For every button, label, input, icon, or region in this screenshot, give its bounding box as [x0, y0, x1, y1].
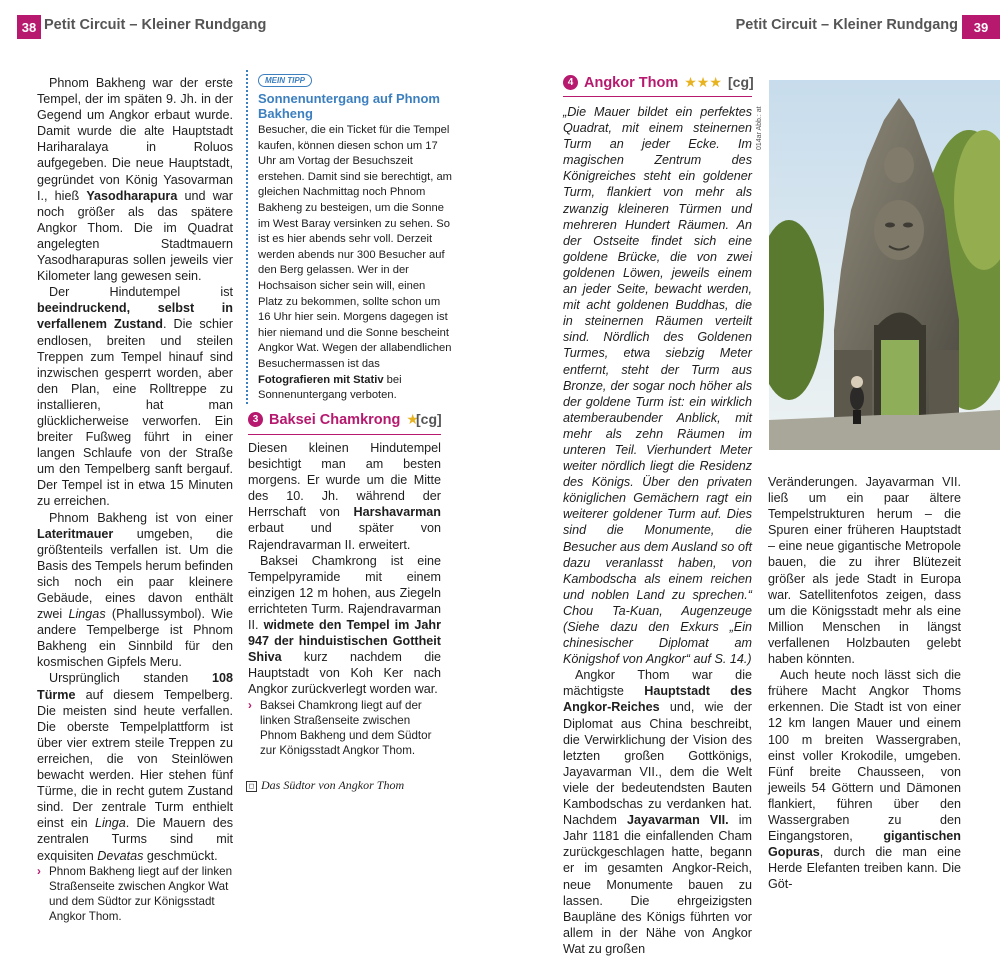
paragraph [37, 510, 233, 671]
paragraph [563, 667, 752, 957]
bold-text: Lateritmauer [37, 526, 114, 541]
text-run: geschmückt. [143, 848, 218, 863]
column-baksei-chamkrong [248, 440, 441, 758]
text-run: . Die Mauern des zentralen Turms sind mit exquisiten [37, 816, 233, 863]
section-rule [248, 434, 441, 435]
photo-caption [246, 778, 404, 793]
section-title: Angkor Thom [584, 74, 679, 91]
location-note [37, 864, 233, 924]
text-run: , durch die man eine Herde Elefanten treiben kann. Die Göt- [768, 845, 961, 892]
note-text: Baksei Chamkrong liegt auf der linken Straßenseite zwischen Phnom Bakheng und dem Südtor zur Königsstadt Angkor Thom. [260, 698, 432, 757]
text-run: und, wie der Diplomat aus China beschreibt, die Verwirklichung der Vision des letzten großen Gottkönigs, Jayavarman VII., dem die Welt viele der bedeutendsten Bauten Kambodschas zu verdanken hat. Nachdem [563, 700, 752, 828]
bold-text: Fotografieren mit Stativ [258, 373, 384, 386]
italic-text: Linga [94, 816, 126, 831]
bold-text: Yasodharapura [86, 188, 178, 203]
italic-text: Devatas [97, 848, 144, 863]
text-run: . Die schier endlosen, breiten und steilen Treppen zum Tempel hinauf sind inzwischen gesperrt worden, aber den Plan, eine Rolltreppe zu installieren, hat man glücklicherweise verworfen. Ein breiter Fußweg führt in einer langen Schlaufe von der Straße um den Tempelberg sanft bergauf. Der Tempel ist in etwa 15 Minuten zu erreichen. [37, 317, 233, 509]
text-run: und war noch größer als das spätere Angkor Thom. Die im Quadrat angelegten Stadtmauern Yasodharapuras sollen jeweils vier Kilometer lang gewesen sein. [37, 188, 233, 284]
text-run: Phnom Bakheng ist von einer [49, 510, 233, 525]
text-run: im Jahr 1181 die einfallenden Cham zurückgeschlagen hatte, begann er im gesamten Angkor-Reich, neue Monumente bauen zu lassen. Die ehrgeizigsten Baupläne des Königs führten vor allem in der Nähe von Angkor Wat zu großen [563, 813, 753, 956]
section-number-badge: 4 [563, 75, 578, 90]
angkor-thom-gate-photo [769, 80, 1000, 450]
section-title: Baksei Chamkrong [269, 411, 401, 428]
bold-text: Hauptstadt des Angkor-Reiches [563, 684, 752, 715]
text-run: kurz nachdem die Hauptstadt von Koh Ker nach Angkor zurückverlegt worden war. [248, 650, 441, 697]
text-run: Angkor Thom war die mächtigste [563, 668, 752, 699]
star-rating: ★ [406, 411, 419, 427]
text-run: umgeben, die größtenteils verfallen ist. Um die Basis des Tempels herum befinden sich noch ein paar kleinere Gebäude, eines davon enthält zwei [37, 526, 233, 622]
text-run: Phnom Bakheng war der erste Tempel, der im späten 9. Jh. in der Gegend um Angkor erbaut wurde. Damit wurde die alte Hauptstadt Hariharalaya in Roluos aufgegeben. Die neue Hauptstadt, gegründet von König Yasovarman I., hieß [37, 76, 233, 203]
tip-text [258, 123, 452, 404]
arrow-icon: › [248, 698, 252, 712]
bold-text: 108 Türme [37, 671, 233, 702]
paragraph [37, 670, 233, 863]
tip-title: Sonnenuntergang auf Phnom Bakheng [258, 91, 440, 121]
text-run: Ursprünglich standen [49, 671, 212, 686]
column-phnom-bakheng [37, 75, 233, 924]
column-angkor-thom-continued [768, 474, 961, 892]
paragraph [248, 553, 441, 698]
text-run: Baksei Chamkrong ist eine Tempelpyramide mit einem einzigen 12 m hohen, aus Ziegeln errichteten Turm. Rajendravarman II. [248, 553, 441, 633]
location-note [248, 698, 441, 758]
paragraph [37, 75, 233, 284]
page-number-right: 39 [962, 15, 1000, 39]
page-number-left: 38 [17, 15, 41, 39]
text-run: Der Hindutempel ist [49, 285, 233, 300]
section-rule [563, 96, 752, 97]
star-rating: ★★★ [684, 74, 722, 90]
bold-text: beeindruckend, selbst in verfallenem Zustand [37, 301, 233, 332]
bold-text: Jayavarman VII. [626, 813, 729, 828]
section-tag: [cg] [416, 411, 442, 427]
column-angkor-thom [563, 104, 752, 957]
note-text: Phnom Bakheng liegt auf der linken Straßenseite zwischen Angkor Wat und dem Südtor zur Königsstadt Angkor Thom. [49, 864, 233, 923]
section-number-badge: 3 [248, 412, 263, 427]
photo-credit: 014ar Abb.: at [756, 106, 763, 150]
text-run: (Phallussymbol). Wie andere Tempelberge ist Phnom Bakheng ein Sinnbild für den kosmischen Gipfels Meru. [37, 607, 233, 670]
paragraph [37, 284, 233, 509]
paragraph [768, 667, 961, 892]
caption-marker-icon: ◻ [246, 781, 257, 792]
section-tag: [cg] [728, 74, 754, 90]
section-heading-angkor-thom [563, 74, 722, 91]
text-run: Veränderungen. Jayavarman VII. ließ um ein paar ältere Tempelstrukturen herum – die Spuren einer früheren Hauptstadt – eine neue gigantische Metropole bauen, die zu ihrer Blütezeit größer als jede Stadt in Europa war. Satellitenfotos zeigen, dass um die Königsstadt mehr als eine Million Menschen in längst verfallenen Holzbauten gelebt haben könnten. [768, 475, 961, 667]
text-run: Auch heute noch lässt sich die frühere Macht Angkor Thoms erkennen. Die Stadt ist von einer 12 km langen Mauer und einem 100 m breiten Wassergraben, einst voller Krokodile, umgeben. Fünf breite Chausseen, von jeweils 54 Göttern und Dämonen flankiert, führen über den Wassergraben zu den Eingangstoren, [768, 668, 961, 844]
bold-text: Harshavarman [353, 505, 441, 520]
text-run: Diesen kleinen Hindutempel besichtigt man am besten morgens. Er wurde um die Mitte des 10. Jh. während der Herrschaft von [248, 441, 441, 520]
running-head-left: Petit Circuit – Kleiner Rundgang [44, 17, 267, 33]
arrow-icon: › [37, 864, 41, 878]
mein-tipp-badge: MEIN TIPP [258, 74, 312, 87]
caption-text: Das Südtor von Angkor Thom [261, 778, 405, 792]
text-run: bei Sonnenuntergang verboten. [258, 373, 402, 402]
text-run: erbaut und später von Rajendravarman II. erweitert. [248, 521, 441, 552]
text-run: Besucher, die ein Ticket für die Tempel kaufen, können diesen schon um 17 Uhr am Vortag der Besuchszeit erstehen. Damit sind sie berechtigt, am gleichen Nachmittag noch Phnom Bakheng zu besteigen, um die Sonne im West Baray versinken zu sehen. So ist es hier abends sehr voll. Derzeit werden abends nur 300 Besucher auf den Berg gelassen. Wer in der Hochsaison sicher sein will, einen Platz zu bekommen, sollte schon um 16 Uhr hier sein. Morgens dagegen ist hier niemand und die Sonne bescheint Angkor Wat. Wegen der allabendlichen Besuchermassen ist das [258, 124, 453, 370]
bold-text: gigantischen Gopuras [768, 829, 961, 860]
text-run: „Die Mauer bildet ein perfektes Quadrat, mit einem steinernen Turm an jeder Ecke. Im magischen Zentrum des Königreiches steht ein goldener Turm, flankiert von mehr als zwanzig kleineren Türmen und mehreren Hundert Räumen. An der Ostseite findet sich eine goldene Brücke, die von zwei goldenen Löwen, jeweils einem an jeder Seite, bewacht werden, mit acht goldenen Buddhas, die in steinernen Räumen verteilt sind. Nördlich des Goldenen Turmes, etwa siebzig Meter entfernt, steht der Turm aus Bronze, der sogar noch höher als der goldene Turm ist: ein wirklich atemberaubender Anblick, mit mehr als zehn Räumen im unteren Teil. Vierhundert Meter weiter nördlich liegt die Residenz des Königs. Über den privaten königlichen Gemächern ragt ein weiterer goldener Turm auf. Dies sind die Monumente, die Besucher aus dem Ausland so oft dazu veranlasst haben, von Kambodscha als einem reichen und noblen Land zu sprechen.“ Chou Ta-Kuan, Augenzeuge (Siehe dazu den Exkurs „Ein chinesischer Diplomat am Königshof von Angkor“ auf S. 14.) [563, 105, 752, 667]
tip-box [246, 70, 452, 404]
paragraph [563, 104, 752, 667]
italic-text: Lingas [68, 607, 106, 622]
paragraph [248, 440, 441, 553]
section-heading-baksei-chamkrong [248, 411, 419, 428]
text-run: auf diesem Tempelberg. Die meisten sind heute verfallen. Die oberste Tempelplattform ist über vier extrem steile Treppen zu erreichen, die von Steinlöwen bewacht werden. Hier stehen fünf Türme, die in recht gutem Zustand sind. Der zentrale Turm enthielt einst ein [37, 687, 233, 831]
running-head-right: Petit Circuit – Kleiner Rundgang [735, 17, 958, 33]
bold-text: widmete den Tempel im Jahr 947 der hinduistischen Gottheit Shiva [248, 618, 442, 665]
paragraph [768, 474, 961, 667]
